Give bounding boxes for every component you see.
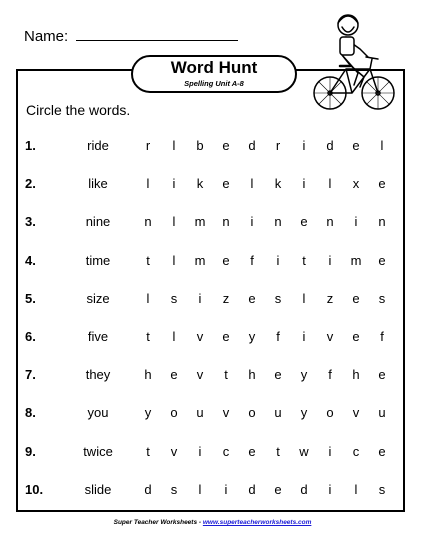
- letter-cell[interactable]: e: [352, 329, 360, 344]
- row-number: 8.: [25, 405, 36, 421]
- letter-cell[interactable]: i: [172, 176, 176, 192]
- letter-cell[interactable]: i: [276, 252, 280, 268]
- word-row: [0, 176, 425, 196]
- letter-cell[interactable]: v: [326, 329, 334, 344]
- letter-cell[interactable]: l: [172, 252, 176, 268]
- letter-cell[interactable]: i: [302, 329, 306, 344]
- letter-cell[interactable]: e: [248, 290, 256, 306]
- letter-cell[interactable]: m: [350, 252, 362, 268]
- letter-cell[interactable]: u: [378, 405, 386, 421]
- letter-cell[interactable]: l: [172, 329, 176, 344]
- letter-cell[interactable]: i: [250, 214, 254, 230]
- letter-cell[interactable]: v: [196, 367, 204, 383]
- letter-cell[interactable]: z: [222, 290, 230, 306]
- letter-cell[interactable]: o: [248, 405, 256, 421]
- letter-cell[interactable]: e: [222, 176, 230, 192]
- target-word: they: [85, 367, 111, 383]
- letter-cell[interactable]: l: [146, 290, 150, 306]
- letter-cell[interactable]: s: [170, 290, 178, 306]
- target-word: ride: [87, 138, 109, 153]
- target-word: time: [85, 252, 111, 268]
- letter-cell[interactable]: r: [275, 138, 281, 153]
- target-word: nine: [85, 214, 111, 230]
- letter-cell[interactable]: x: [352, 176, 360, 192]
- letter-cell[interactable]: o: [170, 405, 178, 421]
- letter-cell[interactable]: e: [222, 252, 230, 268]
- worksheet-subtitle: Spelling Unit A-8: [184, 79, 244, 88]
- letter-cell[interactable]: l: [250, 176, 254, 192]
- row-number: 9.: [25, 443, 36, 459]
- name-label: Name:: [24, 28, 69, 45]
- letter-cell[interactable]: i: [302, 138, 306, 153]
- letter-cell[interactable]: c: [352, 443, 360, 459]
- letter-cell[interactable]: l: [172, 138, 176, 153]
- letter-cell[interactable]: t: [146, 252, 150, 268]
- word-row: [0, 329, 425, 349]
- letter-cell[interactable]: n: [274, 214, 282, 230]
- letter-cell[interactable]: f: [276, 329, 280, 344]
- letter-cell[interactable]: e: [248, 443, 256, 459]
- letter-cell[interactable]: h: [144, 367, 152, 383]
- letter-cell[interactable]: t: [224, 367, 228, 383]
- letter-cell[interactable]: t: [302, 252, 306, 268]
- shirt: [340, 37, 354, 55]
- target-word: five: [87, 329, 109, 344]
- letter-cell[interactable]: n: [326, 214, 334, 230]
- row-number: 3.: [25, 214, 36, 230]
- target-word: twice: [83, 443, 113, 459]
- letter-cell[interactable]: v: [352, 405, 360, 421]
- letter-cell[interactable]: i: [302, 176, 306, 192]
- letter-cell[interactable]: e: [378, 443, 386, 459]
- letter-cell[interactable]: s: [378, 290, 386, 306]
- row-number: 5.: [25, 290, 36, 306]
- letter-cell[interactable]: d: [144, 481, 152, 497]
- letter-cell[interactable]: t: [276, 443, 280, 459]
- footer: [0, 519, 425, 526]
- letter-cell[interactable]: h: [352, 367, 360, 383]
- letter-cell[interactable]: l: [172, 214, 176, 230]
- name-line[interactable]: [76, 40, 238, 41]
- letter-cell[interactable]: m: [194, 252, 206, 268]
- letter-cell[interactable]: t: [146, 329, 150, 344]
- letter-cell[interactable]: y: [248, 329, 256, 344]
- letter-cell[interactable]: d: [248, 481, 256, 497]
- letter-cell[interactable]: l: [146, 176, 150, 192]
- word-row: [0, 444, 425, 464]
- letter-cell[interactable]: u: [196, 405, 204, 421]
- letter-cell[interactable]: m: [194, 214, 206, 230]
- letter-cell[interactable]: e: [300, 214, 308, 230]
- word-row: [0, 482, 425, 502]
- letter-cell[interactable]: d: [248, 138, 256, 153]
- word-row: [0, 291, 425, 311]
- letter-cell[interactable]: e: [378, 176, 386, 192]
- letter-cell[interactable]: n: [144, 214, 152, 230]
- letter-cell[interactable]: i: [198, 290, 202, 306]
- letter-cell[interactable]: e: [274, 481, 282, 497]
- letter-cell[interactable]: r: [145, 138, 151, 153]
- letter-cell[interactable]: y: [300, 405, 308, 421]
- row-number: 6.: [25, 329, 36, 344]
- worksheet-title: Word Hunt: [170, 58, 258, 77]
- letter-cell[interactable]: d: [326, 138, 334, 153]
- letter-cell[interactable]: v: [170, 443, 178, 459]
- letter-cell[interactable]: h: [248, 367, 256, 383]
- row-number: 4.: [25, 252, 36, 268]
- word-row: [0, 138, 425, 158]
- word-row: [0, 367, 425, 387]
- letter-cell[interactable]: l: [328, 176, 332, 192]
- letter-cell[interactable]: e: [352, 138, 360, 153]
- letter-cell[interactable]: n: [222, 214, 230, 230]
- letter-cell[interactable]: i: [328, 443, 332, 459]
- letter-cell[interactable]: n: [378, 214, 386, 230]
- instructions-text: Circle the words.: [26, 102, 131, 118]
- letter-cell[interactable]: e: [170, 367, 178, 383]
- letter-cell[interactable]: l: [354, 481, 358, 497]
- target-word: you: [87, 405, 109, 421]
- letter-cell[interactable]: w: [299, 443, 309, 459]
- letter-cell[interactable]: l: [302, 290, 306, 306]
- letter-cell[interactable]: e: [352, 290, 360, 306]
- letter-cell[interactable]: i: [198, 443, 202, 459]
- target-word: slide: [84, 481, 112, 497]
- footer-brand: Super Teacher Worksheets: [113, 519, 198, 526]
- letter-cell[interactable]: t: [146, 443, 150, 459]
- letter-cell[interactable]: e: [222, 138, 230, 153]
- letter-cell[interactable]: s: [378, 481, 386, 497]
- target-word: like: [88, 176, 108, 192]
- footer-link[interactable]: www.superteacherworksheets.com: [202, 519, 312, 526]
- letter-cell[interactable]: l: [380, 138, 384, 153]
- letter-cell[interactable]: y: [300, 367, 308, 383]
- bicycle-kid-illustration: [312, 3, 396, 116]
- letter-cell[interactable]: z: [326, 290, 334, 306]
- word-row: [0, 253, 425, 273]
- letter-cell[interactable]: e: [222, 329, 230, 344]
- letter-cell[interactable]: f: [328, 367, 332, 383]
- letter-cell[interactable]: u: [274, 405, 282, 421]
- letter-cell[interactable]: e: [378, 367, 386, 383]
- letter-cell[interactable]: v: [196, 329, 204, 344]
- letter-cell[interactable]: e: [274, 367, 282, 383]
- letter-cell[interactable]: k: [196, 176, 204, 192]
- letter-cell[interactable]: o: [326, 405, 334, 421]
- word-row: [0, 405, 425, 425]
- title-banner: [131, 55, 297, 93]
- letter-cell[interactable]: d: [300, 481, 308, 497]
- letter-cell[interactable]: b: [196, 138, 204, 153]
- letter-cell[interactable]: i: [328, 252, 332, 268]
- letter-cell[interactable]: i: [328, 481, 332, 497]
- word-row: [0, 214, 425, 234]
- letter-cell[interactable]: f: [380, 329, 384, 344]
- target-word: size: [86, 290, 110, 306]
- footer-separator: -: [198, 519, 202, 526]
- letter-cell[interactable]: l: [198, 481, 202, 497]
- letter-cell[interactable]: s: [170, 481, 178, 497]
- letter-cell[interactable]: y: [144, 405, 152, 421]
- letter-cell[interactable]: f: [250, 252, 254, 268]
- row-number: 2.: [25, 176, 36, 192]
- letter-cell[interactable]: i: [354, 214, 358, 230]
- letter-cell[interactable]: c: [222, 443, 230, 459]
- row-number: 7.: [25, 367, 36, 383]
- letter-cell[interactable]: v: [222, 405, 230, 421]
- row-number: 1.: [25, 138, 36, 153]
- letter-cell[interactable]: s: [274, 290, 282, 306]
- letter-cell[interactable]: e: [378, 252, 386, 268]
- row-number: 10.: [25, 481, 44, 497]
- letter-cell[interactable]: i: [224, 481, 228, 497]
- letter-cell[interactable]: k: [274, 176, 282, 192]
